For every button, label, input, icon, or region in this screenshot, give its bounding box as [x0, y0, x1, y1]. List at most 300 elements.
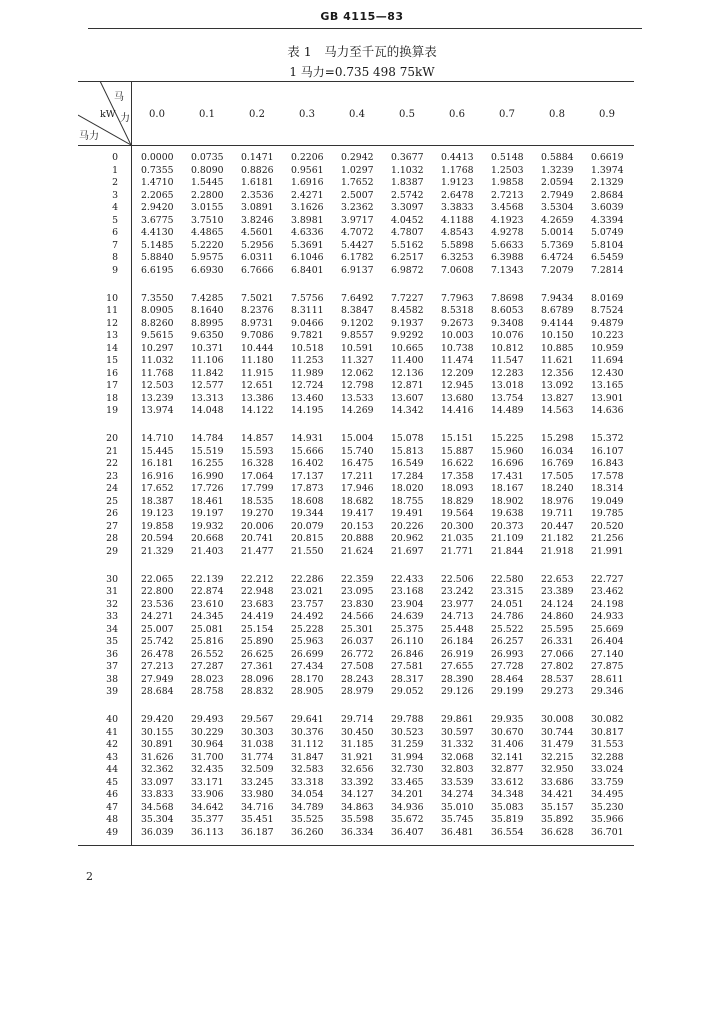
table-cell: 22.433	[391, 573, 424, 585]
table-cell: 22.359	[341, 573, 374, 585]
row-label: 29	[106, 545, 118, 557]
table-cell: 28.684	[141, 686, 174, 698]
table-cell: 26.478	[141, 648, 174, 660]
table-cell: 29.935	[491, 714, 524, 725]
table-cell: 3.9717	[341, 214, 374, 226]
table-cell: 0.2206	[291, 152, 324, 163]
table-cell: 2.3536	[241, 189, 274, 201]
table-cell: 4.2659	[541, 214, 574, 226]
table-cell: 18.093	[441, 483, 474, 495]
table-cell: 34.863	[341, 801, 374, 813]
table-cell: 20.079	[291, 520, 324, 532]
table-cell: 5.0014	[541, 227, 574, 239]
table-cell: 1.6181	[241, 177, 274, 189]
column-header: 0.8	[549, 109, 565, 120]
table-cell: 2.8684	[591, 189, 624, 201]
table-cell: 7.5021	[241, 292, 274, 304]
row-label: 9	[112, 264, 118, 276]
table-cell: 14.048	[191, 405, 224, 417]
table-cell: 13.607	[391, 392, 424, 404]
table-cell: 9.3408	[491, 317, 524, 329]
table-cell: 33.906	[191, 789, 224, 801]
table-cell: 30.229	[191, 726, 224, 738]
table-cell: 23.315	[491, 586, 524, 598]
table-cell: 0.8826	[241, 164, 274, 176]
table-cell: 29.199	[491, 686, 524, 698]
table-cell: 9.8557	[341, 330, 374, 342]
table-cell: 34.716	[241, 801, 274, 813]
table-cell: 31.921	[341, 751, 374, 763]
table-cell: 1.5445	[191, 177, 224, 189]
table-cell: 12.136	[391, 367, 424, 379]
table-cell: 4.8543	[441, 227, 474, 239]
table-cell: 16.402	[291, 458, 324, 470]
table-cell: 4.3394	[591, 214, 624, 226]
table-cell: 34.568	[141, 801, 174, 813]
table-cell: 12.209	[441, 367, 474, 379]
table-row	[78, 405, 634, 417]
table-cell: 22.286	[291, 573, 324, 585]
table-cell: 36.481	[441, 826, 474, 838]
table-cell: 17.946	[341, 483, 374, 495]
table-cell: 21.844	[491, 545, 524, 557]
table-row	[78, 380, 634, 392]
table-cell: 14.563	[541, 405, 574, 417]
table-row	[78, 165, 634, 177]
row-label: 14	[106, 342, 118, 354]
table-cell: 27.361	[241, 661, 274, 673]
table-cell: 14.636	[591, 405, 624, 417]
table-cell: 16.622	[441, 458, 474, 470]
table-cell: 35.598	[341, 814, 374, 826]
table-cell: 21.624	[341, 545, 374, 557]
table-cell: 33.245	[241, 776, 274, 788]
table-cell: 27.287	[191, 661, 224, 673]
table-cell: 17.726	[191, 483, 224, 495]
table-cell: 14.857	[241, 433, 274, 444]
page-number: 2	[86, 870, 93, 883]
column-header: 0.7	[499, 109, 515, 120]
table-cell: 11.253	[291, 355, 324, 367]
table-cell: 36.628	[541, 826, 574, 838]
row-label: 22	[106, 458, 118, 470]
table-cell: 21.697	[391, 545, 424, 557]
table-cell: 1.8387	[391, 177, 424, 189]
table-row	[78, 521, 634, 533]
table-cell: 28.905	[291, 686, 324, 698]
table-cell: 0.0735	[191, 152, 224, 163]
table-cell: 36.407	[391, 826, 424, 838]
table-cell: 31.112	[291, 739, 324, 751]
header-rule	[88, 28, 642, 29]
row-label: 33	[106, 611, 118, 623]
table-cell: 13.092	[541, 380, 574, 392]
table-cell: 6.0311	[241, 252, 274, 264]
table-cell: 6.2517	[391, 252, 424, 264]
table-cell: 27.066	[541, 648, 574, 660]
table-cell: 29.126	[441, 686, 474, 698]
table-cell: 11.915	[241, 367, 274, 379]
table-cell: 3.4568	[491, 202, 524, 214]
table-cell: 36.039	[141, 826, 174, 838]
row-label: 42	[106, 739, 118, 751]
table-cell: 3.7510	[191, 214, 224, 226]
table-cell: 17.211	[341, 470, 374, 482]
table-cell: 12.356	[541, 367, 574, 379]
table-cell: 25.154	[241, 623, 274, 635]
table-cell: 15.372	[591, 433, 624, 444]
table-cell: 28.611	[591, 673, 624, 685]
table-cell: 20.447	[541, 520, 574, 532]
table-cell: 13.313	[191, 392, 224, 404]
table-cell: 21.477	[241, 545, 274, 557]
table-cell: 13.974	[141, 405, 174, 417]
table-cell: 32.068	[441, 751, 474, 763]
table-cell: 27.655	[441, 661, 474, 673]
table-cell: 13.460	[291, 392, 324, 404]
row-label: 46	[106, 789, 118, 801]
table-cell: 15.740	[341, 445, 374, 457]
table-row	[78, 686, 634, 698]
table-cell: 10.297	[141, 342, 174, 354]
table-cell: 20.006	[241, 520, 274, 532]
table-cell: 2.7949	[541, 189, 574, 201]
column-header: 0.0	[149, 109, 165, 120]
table-cell: 30.523	[391, 726, 424, 738]
row-label: 36	[106, 648, 118, 660]
table-cell: 9.6350	[191, 330, 224, 342]
table-cell: 11.547	[491, 355, 524, 367]
table-cell: 13.827	[541, 392, 574, 404]
table-cell: 3.5304	[541, 202, 574, 214]
row-label: 26	[106, 508, 118, 520]
table-cell: 1.6916	[291, 177, 324, 189]
table-cell: 31.700	[191, 751, 224, 763]
table-cell: 35.304	[141, 814, 174, 826]
table-cell: 23.462	[591, 586, 624, 598]
table-cell: 32.656	[341, 764, 374, 776]
table-cell: 18.387	[141, 495, 174, 507]
table-cell: 24.271	[141, 611, 174, 623]
table-cell: 33.833	[141, 789, 174, 801]
table-cell: 16.696	[491, 458, 524, 470]
table-cell: 23.242	[441, 586, 474, 598]
table-cell: 9.2673	[441, 317, 474, 329]
row-label: 40	[106, 714, 118, 725]
table-cell: 4.9278	[491, 227, 524, 239]
table-cell: 22.212	[241, 573, 274, 585]
table-cell: 4.7072	[341, 227, 374, 239]
table-cell: 29.493	[191, 714, 224, 725]
table-cell: 32.583	[291, 764, 324, 776]
table-cell: 0.4413	[441, 152, 474, 163]
table-cell: 2.2065	[141, 189, 174, 201]
table-cell: 30.891	[141, 739, 174, 751]
table-cell: 11.768	[141, 367, 174, 379]
table-cell: 18.314	[591, 483, 624, 495]
table-cell: 31.774	[241, 751, 274, 763]
table-cell: 0.7355	[141, 164, 174, 176]
table-cell: 15.960	[491, 445, 524, 457]
table-cell: 25.007	[141, 623, 174, 635]
column-header: 0.5	[399, 109, 415, 120]
table-cell: 21.403	[191, 545, 224, 557]
table-row	[78, 649, 634, 661]
corner-label-bottom: 马力	[79, 131, 99, 142]
table-cell: 6.6195	[141, 264, 174, 276]
table-cell: 9.4879	[591, 317, 624, 329]
column-header: 0.3	[299, 109, 315, 120]
table-cell: 4.6336	[291, 227, 324, 239]
row-label: 2	[112, 177, 118, 189]
table-cell: 9.0466	[291, 317, 324, 329]
table-cell: 16.549	[391, 458, 424, 470]
table-cell: 7.8698	[491, 292, 524, 304]
table-cell: 19.858	[141, 520, 174, 532]
table-cell: 6.7666	[241, 264, 274, 276]
table-cell: 9.7086	[241, 330, 274, 342]
table-cell: 10.812	[491, 342, 524, 354]
row-label: 8	[112, 252, 118, 264]
table-cell: 29.273	[541, 686, 574, 698]
table-cell: 22.948	[241, 586, 274, 598]
table-cell: 25.081	[191, 623, 224, 635]
table-cell: 11.327	[341, 355, 374, 367]
table-cell: 16.769	[541, 458, 574, 470]
table-cell: 0.3677	[391, 152, 424, 163]
table-cell: 26.184	[441, 636, 474, 648]
table-cell: 31.626	[141, 751, 174, 763]
column-header: 0.6	[449, 109, 465, 120]
table-cell: 10.591	[341, 342, 374, 354]
table-cell: 10.371	[191, 342, 224, 354]
table-cell: 35.525	[291, 814, 324, 826]
table-cell: 31.479	[541, 739, 574, 751]
table-cell: 5.3691	[291, 239, 324, 251]
table-cell: 36.334	[341, 826, 374, 838]
table-cell: 27.140	[591, 648, 624, 660]
table-cell: 30.082	[591, 714, 624, 725]
table-cell: 28.023	[191, 673, 224, 685]
row-label: 30	[106, 573, 118, 585]
table-cell: 25.448	[441, 623, 474, 635]
table-cell: 26.699	[291, 648, 324, 660]
table-cell: 4.4130	[141, 227, 174, 239]
table-cell: 31.553	[591, 739, 624, 751]
table-cell: 19.491	[391, 508, 424, 520]
table-cell: 22.580	[491, 573, 524, 585]
table-row	[78, 318, 634, 330]
table-cell: 0.8090	[191, 164, 224, 176]
table-cell: 11.694	[591, 355, 624, 367]
table-cell: 11.842	[191, 367, 224, 379]
table-cell: 6.9872	[391, 264, 424, 276]
table-cell: 26.110	[391, 636, 424, 648]
table-row	[78, 546, 634, 558]
table-cell: 8.3847	[341, 305, 374, 317]
table-cell: 1.4710	[141, 177, 174, 189]
table-cell: 29.567	[241, 714, 274, 725]
table-cell: 24.713	[441, 611, 474, 623]
table-cell: 29.346	[591, 686, 624, 698]
table-cell: 34.054	[291, 789, 324, 801]
row-label: 28	[106, 533, 118, 545]
table-cell: 33.024	[591, 764, 624, 776]
table-cell: 23.536	[141, 598, 174, 610]
table-cell: 6.8401	[291, 264, 324, 276]
table-cell: 5.5898	[441, 239, 474, 251]
table-cell: 19.417	[341, 508, 374, 520]
table-row	[78, 827, 634, 839]
table-row	[78, 764, 634, 776]
table-cell: 5.2956	[241, 239, 274, 251]
table-cell: 21.550	[291, 545, 324, 557]
table-cell: 32.215	[541, 751, 574, 763]
row-label: 0	[112, 152, 118, 163]
row-label: 11	[106, 305, 118, 317]
table-cell: 5.1485	[141, 239, 174, 251]
table-cell: 11.032	[141, 355, 174, 367]
table-cell: 19.270	[241, 508, 274, 520]
table-cell: 11.989	[291, 367, 324, 379]
table-cell: 24.198	[591, 598, 624, 610]
table-cell: 1.7652	[341, 177, 374, 189]
table-row	[78, 599, 634, 611]
corner-label-right: 力	[120, 113, 130, 124]
conversion-table	[78, 81, 634, 846]
table-cell: 28.390	[441, 673, 474, 685]
table-row	[78, 393, 634, 405]
table-row	[78, 458, 634, 470]
table-cell: 24.492	[291, 611, 324, 623]
table-cell: 31.038	[241, 739, 274, 751]
table-cell: 10.223	[591, 330, 624, 342]
table-cell: 18.682	[341, 495, 374, 507]
table-cell: 24.124	[541, 598, 574, 610]
table-cell: 14.342	[391, 405, 424, 417]
table-cell: 4.0452	[391, 214, 424, 226]
row-label: 16	[106, 367, 118, 379]
table-row	[78, 252, 634, 264]
table-cell: 32.950	[541, 764, 574, 776]
table-cell: 26.552	[191, 648, 224, 660]
table-cell: 7.0608	[441, 264, 474, 276]
table-cell: 33.612	[491, 776, 524, 788]
table-cell: 35.010	[441, 801, 474, 813]
table-cell: 18.902	[491, 495, 524, 507]
table-cell: 12.430	[591, 367, 624, 379]
table-cell: 16.328	[241, 458, 274, 470]
table-cell: 4.1188	[441, 214, 474, 226]
table-cell: 1.9123	[441, 177, 474, 189]
table-cell: 5.0749	[591, 227, 624, 239]
table-cell: 8.6053	[491, 305, 524, 317]
table-cell: 28.537	[541, 673, 574, 685]
table-cell: 31.994	[391, 751, 424, 763]
table-cell: 29.641	[291, 714, 324, 725]
table-cell: 16.843	[591, 458, 624, 470]
table-title: 表 1 马力至千瓦的换算表	[287, 44, 437, 59]
table-cell: 11.400	[391, 355, 424, 367]
table-cell: 34.274	[441, 789, 474, 801]
table-cell: 2.5007	[341, 189, 374, 201]
table-cell: 12.724	[291, 380, 324, 392]
table-cell: 13.239	[141, 392, 174, 404]
table-cell: 35.819	[491, 814, 524, 826]
table-cell: 19.785	[591, 508, 624, 520]
table-cell: 32.141	[491, 751, 524, 763]
table-cell: 13.901	[591, 392, 624, 404]
table-cell: 35.377	[191, 814, 224, 826]
table-row	[78, 190, 634, 202]
table-cell: 23.168	[391, 586, 424, 598]
table-cell: 12.062	[341, 367, 374, 379]
table-cell: 7.1343	[491, 264, 524, 276]
table-cell: 9.4144	[541, 317, 574, 329]
table-cell: 18.755	[391, 495, 424, 507]
table-cell: 1.1032	[391, 164, 424, 176]
row-label: 10	[106, 292, 118, 304]
table-cell: 27.213	[141, 661, 174, 673]
table-cell: 14.416	[441, 405, 474, 417]
table-row	[78, 471, 634, 483]
table-row	[78, 714, 634, 726]
table-cell: 29.714	[341, 714, 374, 725]
table-cell: 26.772	[341, 648, 374, 660]
table-cell: 21.991	[591, 545, 624, 557]
table-row	[78, 343, 634, 355]
table-cell: 26.625	[241, 648, 274, 660]
table-row	[78, 227, 634, 239]
table-cell: 15.519	[191, 445, 224, 457]
row-label: 34	[106, 623, 118, 635]
row-label: 17	[106, 380, 118, 392]
table-cell: 19.564	[441, 508, 474, 520]
table-cell: 10.076	[491, 330, 524, 342]
table-bottom-rule	[78, 845, 634, 846]
table-cell: 30.817	[591, 726, 624, 738]
table-cell: 19.932	[191, 520, 224, 532]
table-cell: 30.376	[291, 726, 324, 738]
table-cell: 16.990	[191, 470, 224, 482]
table-cell: 7.5756	[291, 292, 324, 304]
table-cell: 2.4271	[291, 189, 324, 201]
table-cell: 8.9731	[241, 317, 274, 329]
table-cell: 21.109	[491, 533, 524, 545]
table-cell: 12.503	[141, 380, 174, 392]
table-cell: 16.916	[141, 470, 174, 482]
table-cell: 34.421	[541, 789, 574, 801]
table-cell: 11.106	[191, 355, 224, 367]
corner-label-left: kW	[100, 109, 116, 120]
table-cell: 16.107	[591, 445, 624, 457]
table-row	[78, 814, 634, 826]
row-label: 44	[106, 764, 118, 776]
table-row	[78, 446, 634, 458]
table-cell: 23.389	[541, 586, 574, 598]
table-cell: 14.931	[291, 433, 324, 444]
table-cell: 11.621	[541, 355, 574, 367]
table-cell: 7.7963	[441, 292, 474, 304]
table-cell: 12.651	[241, 380, 274, 392]
table-row	[78, 496, 634, 508]
table-cell: 32.803	[441, 764, 474, 776]
column-header: 0.4	[349, 109, 365, 120]
table-cell: 35.230	[591, 801, 624, 813]
table-cell: 13.386	[241, 392, 274, 404]
table-cell: 20.962	[391, 533, 424, 545]
table-cell: 17.284	[391, 470, 424, 482]
